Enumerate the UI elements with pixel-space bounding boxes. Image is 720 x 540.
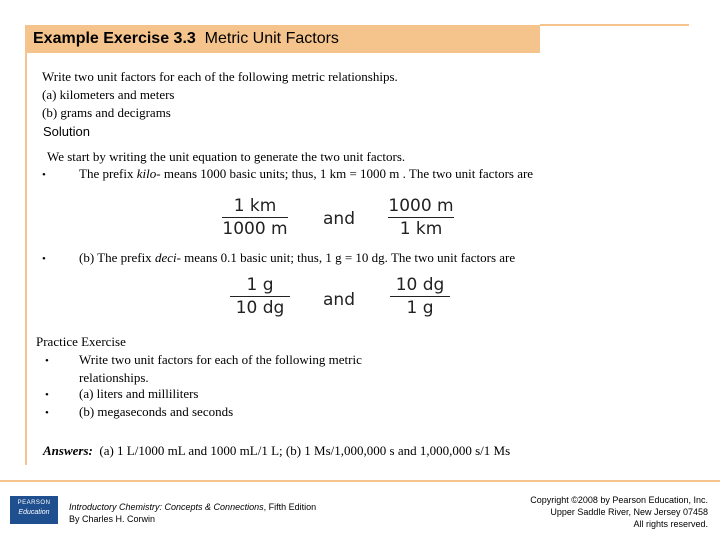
bullet: •: [45, 355, 49, 367]
fraction-denominator: 1000 m: [222, 219, 288, 239]
solution-a-text: [79, 166, 533, 182]
copyright-line-2: Upper Saddle River, New Jersey 07458: [550, 507, 708, 517]
left-rule: [25, 53, 27, 465]
unit-factor-m-over-km: [388, 196, 454, 239]
solution-b-post: - means 0.1 basic unit; thus, 1 g = 10 dg. The two unit factors are: [176, 250, 516, 265]
copyright-line-3: All rights reserved.: [633, 519, 708, 529]
logo-top-text: PEARSON: [17, 500, 51, 506]
fraction-bar: [388, 217, 454, 218]
title-rest: Metric Unit Factors: [204, 30, 339, 47]
unit-factor-g-over-dg: [230, 275, 290, 318]
solution-b-pre: (b) The prefix: [79, 250, 155, 265]
solution-label: Solution: [43, 124, 90, 139]
pearson-logo: [10, 496, 58, 524]
bullet: •: [42, 169, 46, 181]
practice-line-3: (a) liters and milliliters: [79, 386, 199, 401]
bullet: •: [45, 389, 49, 401]
solution-intro: We start by writing the unit equation to generate the two unit factors.: [47, 149, 406, 164]
unit-factor-dg-over-g: [390, 275, 450, 318]
fraction-numerator: 1 km: [233, 196, 277, 216]
fraction-denominator: 10 dg: [235, 298, 285, 318]
footer-copyright: [530, 494, 708, 530]
solution-b-prefix: deci: [154, 250, 177, 265]
fraction-numerator: 1 g: [246, 275, 274, 295]
practice-title: Practice Exercise: [36, 334, 126, 349]
problem-part-a: (a) kilometers and meters: [42, 87, 175, 102]
answers-text: (a) 1 L/1000 mL and 1000 mL/1 L; (b) 1 Ms/1,000,000 s and 1,000,000 s/1 Ms: [99, 443, 511, 458]
and-word: and: [323, 209, 355, 229]
book-edition: , Fifth Edition: [263, 502, 317, 512]
footer-book: [69, 501, 316, 525]
fraction-numerator: 1000 m: [388, 196, 454, 216]
book-author: By Charles H. Corwin: [69, 514, 156, 524]
bullet: •: [45, 407, 49, 419]
and-word: and: [323, 290, 355, 310]
book-title: Introductory Chemistry: Concepts & Connections: [69, 502, 264, 512]
title-bold: Example Exercise 3.3: [33, 30, 196, 47]
page-title: [33, 30, 339, 48]
fraction-denominator: 1 km: [399, 219, 443, 239]
fraction-bar: [390, 296, 450, 297]
unit-factor-km-over-m: [222, 196, 288, 239]
solution-a-post: - means 1000 basic units; thus, 1 km = 1000 m . The two unit factors are: [156, 166, 534, 181]
problem-part-b: (b) grams and decigrams: [42, 105, 171, 120]
footer-rule: [0, 480, 720, 482]
practice-line-4: (b) megaseconds and seconds: [79, 404, 234, 419]
bullet: •: [42, 253, 46, 265]
fraction-bar: [222, 217, 288, 218]
problem-intro: Write two unit factors for each of the following metric relationships.: [42, 69, 398, 84]
fraction-denominator: 1 g: [406, 298, 434, 318]
practice-line-2: relationships.: [79, 370, 149, 385]
logo-bottom-text: Education: [18, 509, 50, 516]
fraction-bar: [230, 296, 290, 297]
answers-label: Answers:: [43, 443, 93, 458]
solution-b-text: [79, 250, 515, 266]
copyright-line-1: Copyright ©2008 by Pearson Education, Inc.: [530, 495, 708, 505]
header-rule: [540, 24, 689, 26]
solution-a-prefix: kilo: [136, 166, 157, 181]
answers: [43, 443, 510, 459]
practice-line-1: Write two unit factors for each of the following metric: [79, 352, 362, 367]
fraction-numerator: 10 dg: [395, 275, 445, 295]
solution-a-pre: The prefix: [79, 166, 137, 181]
